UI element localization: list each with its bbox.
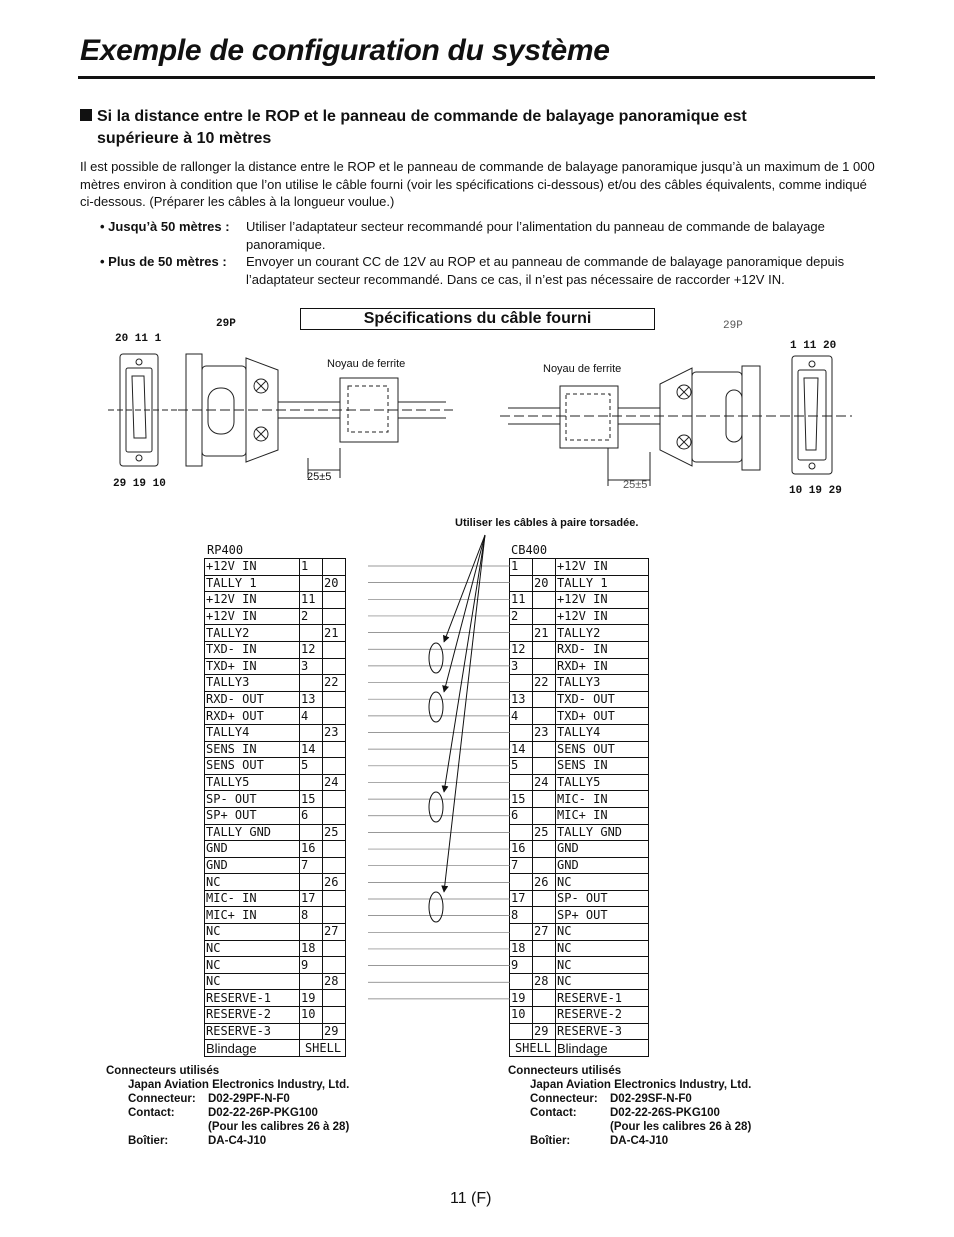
pin-number: 28 [323, 973, 346, 990]
bullet-item [100, 253, 880, 289]
left-dimension: 25±5 [307, 471, 332, 483]
twisted-pair-marker [429, 692, 443, 722]
pin-row [205, 990, 346, 1007]
pin-number [533, 940, 556, 957]
conn-connector-label: Connecteur: [128, 1093, 196, 1105]
conn-heading: Connecteurs utilisés [508, 1065, 622, 1077]
pin-number [300, 1023, 323, 1040]
pin-row [205, 890, 346, 907]
title-rule [78, 76, 875, 79]
signal-name: RXD+ IN [556, 658, 649, 675]
signal-name: +12V IN [205, 592, 300, 609]
signal-name: MIC+ IN [556, 807, 649, 824]
shield-value: SHELL [300, 1040, 346, 1057]
pin-row [510, 774, 649, 791]
page-title: Exemple de configuration du système [80, 34, 610, 67]
pin-row [510, 592, 649, 609]
signal-name: TALLY GND [205, 824, 300, 841]
pin-number: 14 [510, 741, 533, 758]
left-pins-bottom: 29 19 10 [113, 478, 166, 490]
conn-box: DA-C4-J10 [208, 1135, 267, 1147]
section-heading-line2: supérieure à 10 mètres [97, 130, 272, 147]
pin-row [205, 874, 346, 891]
pin-number [323, 708, 346, 725]
pin-number [533, 907, 556, 924]
conn-maker: Japan Aviation Electronics Industry, Ltd. [128, 1079, 350, 1091]
pin-row [205, 907, 346, 924]
ferrite-core [560, 386, 618, 448]
pin-number: 21 [323, 625, 346, 642]
pin-number: 24 [323, 774, 346, 791]
left-ferrite-label: Noyau de ferrite [327, 358, 406, 370]
signal-name: TALLY4 [205, 724, 300, 741]
cable-spec-title: Spécifications du câble fourni [300, 308, 655, 330]
pin-number [533, 658, 556, 675]
pin-row [510, 675, 649, 692]
pin-number [300, 924, 323, 941]
right-table-title: CB400 [511, 543, 548, 557]
pin-number: 18 [300, 940, 323, 957]
pin-number [300, 625, 323, 642]
signal-name: SP- OUT [556, 890, 649, 907]
pin-number: 2 [300, 608, 323, 625]
pin-row [205, 924, 346, 941]
shield-label: Blindage [556, 1040, 649, 1057]
signal-name: NC [556, 924, 649, 941]
signal-name: NC [556, 874, 649, 891]
pin-number [300, 973, 323, 990]
pin-number: 25 [323, 824, 346, 841]
signal-name: MIC+ IN [205, 907, 300, 924]
pin-number: 12 [510, 641, 533, 658]
signal-name: RESERVE-1 [205, 990, 300, 1007]
pin-row [205, 758, 346, 775]
pin-row [205, 774, 346, 791]
pin-row [205, 708, 346, 725]
pin-number [533, 841, 556, 858]
pin-number: 27 [323, 924, 346, 941]
signal-name: +12V IN [556, 608, 649, 625]
pin-number [323, 907, 346, 924]
pin-number: 28 [533, 973, 556, 990]
signal-name: +12V IN [556, 559, 649, 576]
pin-number: 16 [510, 841, 533, 858]
pin-number [323, 592, 346, 609]
pin-number: 11 [300, 592, 323, 609]
pin-number: 19 [300, 990, 323, 1007]
signal-name: MIC- IN [556, 791, 649, 808]
pin-number: 26 [323, 874, 346, 891]
pin-number [533, 708, 556, 725]
conn-box-label: Boîtier: [530, 1135, 571, 1147]
signal-name: TALLY GND [556, 824, 649, 841]
pin-row [510, 758, 649, 775]
pin-row [510, 575, 649, 592]
pin-number: 26 [533, 874, 556, 891]
signal-name: NC [556, 957, 649, 974]
pin-row [510, 890, 649, 907]
pin-number: 3 [510, 658, 533, 675]
signal-name: MIC- IN [205, 890, 300, 907]
pin-row [510, 691, 649, 708]
signal-name: TXD+ OUT [556, 708, 649, 725]
bullet-label: • Plus de 50 mètres : [100, 254, 227, 269]
signal-name: NC [205, 940, 300, 957]
square-bullet-icon [80, 109, 92, 121]
right-dimension: 25±5 [623, 479, 648, 491]
pin-row [510, 957, 649, 974]
pin-row [510, 741, 649, 758]
pin-number [323, 807, 346, 824]
pin-row [205, 940, 346, 957]
pin-number: 10 [510, 1007, 533, 1024]
pin-number [300, 675, 323, 692]
pin-row [510, 924, 649, 941]
pin-row [510, 1023, 649, 1040]
signal-name: NC [205, 874, 300, 891]
pin-row [510, 724, 649, 741]
pin-number: 18 [510, 940, 533, 957]
pin-number: 7 [300, 857, 323, 874]
conn-contact: D02-22-26S-PKG100 [610, 1107, 720, 1119]
pin-row [510, 608, 649, 625]
signal-name: NC [556, 973, 649, 990]
pin-number: 21 [533, 625, 556, 642]
signal-name: GND [205, 857, 300, 874]
pin-number: 4 [300, 708, 323, 725]
pin-number [533, 957, 556, 974]
conn-connector: D02-29PF-N-F0 [208, 1093, 290, 1105]
pin-number: 25 [533, 824, 556, 841]
pin-number: 4 [510, 708, 533, 725]
right-connector-type: 29P [723, 320, 743, 332]
signal-name: SENS OUT [205, 758, 300, 775]
pin-number: 10 [300, 1007, 323, 1024]
pin-row [205, 625, 346, 642]
pin-number [300, 874, 323, 891]
pin-number [533, 791, 556, 808]
conn-connector-label: Connecteur: [530, 1093, 598, 1105]
pin-number: 12 [300, 641, 323, 658]
pin-number: 24 [533, 774, 556, 791]
shield-label: Blindage [205, 1040, 300, 1057]
signal-name: GND [556, 841, 649, 858]
twisted-pair-arrow [444, 535, 485, 792]
right-pins-bottom: 10 19 29 [789, 485, 842, 497]
pin-number [323, 641, 346, 658]
pin-number [300, 724, 323, 741]
section-heading [80, 106, 860, 150]
pin-number: 1 [510, 559, 533, 576]
pin-number [300, 774, 323, 791]
pin-number [323, 691, 346, 708]
pin-number: 29 [323, 1023, 346, 1040]
conn-contact: D02-22-26P-PKG100 [208, 1107, 318, 1119]
pin-number [323, 559, 346, 576]
signal-name: NC [205, 957, 300, 974]
pin-number [300, 824, 323, 841]
conn-box-label: Boîtier: [128, 1135, 169, 1147]
twisted-pair-wiring [360, 530, 520, 1010]
pin-row [510, 1007, 649, 1024]
pin-number: 13 [510, 691, 533, 708]
pin-number [300, 575, 323, 592]
signal-name: RXD- OUT [205, 691, 300, 708]
section-heading-line1: Si la distance entre le ROP et le panneau de commande de balayage panoramique est [97, 108, 747, 125]
pin-number [323, 890, 346, 907]
right-ferrite-label: Noyau de ferrite [543, 363, 622, 375]
signal-name: TXD+ IN [205, 658, 300, 675]
right-connector-specs [508, 1064, 888, 1154]
pin-row [205, 724, 346, 741]
pin-number: 22 [323, 675, 346, 692]
shield-row [205, 1040, 346, 1057]
pin-number: 17 [300, 890, 323, 907]
signal-name: TXD- IN [205, 641, 300, 658]
signal-name: GND [205, 841, 300, 858]
pin-number: 27 [533, 924, 556, 941]
pin-number: 5 [300, 758, 323, 775]
pin-row [205, 592, 346, 609]
pin-row [205, 559, 346, 576]
signal-name: RESERVE-2 [205, 1007, 300, 1024]
pin-row [510, 907, 649, 924]
signal-name: SENS IN [205, 741, 300, 758]
signal-name: RXD- IN [556, 641, 649, 658]
pin-number: 11 [510, 592, 533, 609]
pin-number: 7 [510, 857, 533, 874]
signal-name: RXD+ OUT [205, 708, 300, 725]
pin-row [205, 675, 346, 692]
right-pin-table [509, 558, 649, 1057]
conn-contact-label: Contact: [128, 1107, 175, 1119]
conn-heading: Connecteurs utilisés [106, 1065, 220, 1077]
pin-row [205, 1007, 346, 1024]
signal-name: NC [205, 924, 300, 941]
pin-row [205, 807, 346, 824]
conn-connector: D02-29SF-N-F0 [610, 1093, 692, 1105]
pin-row [205, 641, 346, 658]
pin-row [205, 658, 346, 675]
pin-number: 19 [510, 990, 533, 1007]
pin-number: 9 [300, 957, 323, 974]
signal-name: +12V IN [205, 608, 300, 625]
intro-paragraph: Il est possible de rallonger la distance entre le ROP et le panneau de commande de balayage panoramique jusqu’à un maximum de 1 000 mètres environ à condition que l’on utilise le câble fourni (voir les spécifications ci-dessous) et/ou des câbles équivalents, comme indiqué ci-dessous. (Préparer les câbles à la longueur voulue.) [80, 159, 875, 209]
pin-row [205, 973, 346, 990]
pin-number: 20 [323, 575, 346, 592]
pin-number: 8 [510, 907, 533, 924]
conn-contact-note: (Pour les calibres 26 à 28) [610, 1121, 752, 1133]
signal-name: RESERVE-2 [556, 1007, 649, 1024]
pin-row [205, 608, 346, 625]
pin-row [205, 741, 346, 758]
signal-name: SENS IN [556, 758, 649, 775]
signal-name: TALLY2 [556, 625, 649, 642]
pin-number [533, 890, 556, 907]
left-connector-drawing [108, 318, 458, 498]
conn-contact-note: (Pour les calibres 26 à 28) [208, 1121, 350, 1133]
signal-name: +12V IN [556, 592, 649, 609]
pin-row [205, 1023, 346, 1040]
conn-contact-label: Contact: [530, 1107, 577, 1119]
signal-name: TXD- OUT [556, 691, 649, 708]
signal-name: SP+ OUT [205, 807, 300, 824]
pin-number [533, 691, 556, 708]
twisted-pair-note: Utiliser les câbles à paire torsadée. [455, 517, 639, 529]
pin-row [510, 940, 649, 957]
pin-number [533, 592, 556, 609]
pin-number [533, 857, 556, 874]
pin-number [533, 807, 556, 824]
signal-name: +12V IN [205, 559, 300, 576]
pin-number: 3 [300, 658, 323, 675]
bullet-label: • Jusqu’à 50 mètres : [100, 219, 230, 234]
pin-number: 8 [300, 907, 323, 924]
pin-row [510, 973, 649, 990]
pin-number: 2 [510, 608, 533, 625]
left-connector-type: 29P [216, 318, 236, 330]
right-connector-drawing [500, 336, 860, 496]
pin-row [510, 990, 649, 1007]
pin-row [205, 791, 346, 808]
pin-number: 15 [510, 791, 533, 808]
pin-row [510, 857, 649, 874]
pin-number [323, 658, 346, 675]
pin-row [510, 641, 649, 658]
left-pin-table [204, 558, 346, 1057]
signal-name: RESERVE-3 [556, 1023, 649, 1040]
pin-number: 16 [300, 841, 323, 858]
pin-number [323, 990, 346, 1007]
pin-number [323, 608, 346, 625]
signal-name: RESERVE-1 [556, 990, 649, 1007]
signal-name: GND [556, 857, 649, 874]
pin-row [510, 874, 649, 891]
pin-row [510, 658, 649, 675]
pin-number [533, 741, 556, 758]
pin-number [323, 857, 346, 874]
pin-number [323, 1007, 346, 1024]
pin-number [323, 957, 346, 974]
pin-row [205, 824, 346, 841]
pin-number: 22 [533, 675, 556, 692]
pin-number [323, 841, 346, 858]
pin-row [510, 824, 649, 841]
signal-name: RESERVE-3 [205, 1023, 300, 1040]
pin-row [205, 691, 346, 708]
conn-maker: Japan Aviation Electronics Industry, Ltd. [530, 1079, 752, 1091]
twisted-pair-arrow [444, 535, 485, 692]
pin-number [533, 641, 556, 658]
left-table-title: RP400 [207, 543, 244, 557]
signal-name: TALLY 1 [556, 575, 649, 592]
pin-number: 23 [323, 724, 346, 741]
pin-row [510, 807, 649, 824]
signal-name: TALLY5 [556, 774, 649, 791]
pin-number [533, 559, 556, 576]
left-pins-top: 20 11 1 [115, 333, 162, 345]
bullet-text: Envoyer un courant CC de 12V au ROP et au panneau de commande de balayage panoramique depuis l’adaptateur secteur recommandé. Dans ce cas, il n’est pas nécessaire de raccorder +12V IN. [246, 254, 845, 287]
twisted-pair-marker [429, 792, 443, 822]
pin-number: 15 [300, 791, 323, 808]
pin-number [510, 1023, 533, 1040]
signal-name: TALLY4 [556, 724, 649, 741]
signal-name: TALLY2 [205, 625, 300, 642]
signal-name: TALLY3 [556, 675, 649, 692]
pin-number: 13 [300, 691, 323, 708]
signal-name: NC [205, 973, 300, 990]
pin-row [510, 791, 649, 808]
pin-number [323, 791, 346, 808]
pin-number: 20 [533, 575, 556, 592]
conn-box: DA-C4-J10 [610, 1135, 669, 1147]
pin-number [533, 990, 556, 1007]
signal-name: SP- OUT [205, 791, 300, 808]
signal-name: SP+ OUT [556, 907, 649, 924]
signal-name: TALLY3 [205, 675, 300, 692]
pin-row [510, 708, 649, 725]
pin-number: 23 [533, 724, 556, 741]
pin-number [533, 608, 556, 625]
bullet-text: Utiliser l’adaptateur secteur recommandé pour l’alimentation du panneau de commande de balayage panoramique. [246, 219, 825, 252]
shield-value: SHELL [510, 1040, 556, 1057]
pin-row [205, 841, 346, 858]
pin-number: 6 [510, 807, 533, 824]
pin-row [205, 575, 346, 592]
pin-number [323, 940, 346, 957]
signal-name: TALLY5 [205, 774, 300, 791]
pin-number: 1 [300, 559, 323, 576]
pin-number [533, 758, 556, 775]
right-pins-top: 1 11 20 [790, 340, 837, 352]
bullet-item [100, 218, 880, 254]
pin-number [533, 1007, 556, 1024]
pin-number: 17 [510, 890, 533, 907]
page-number: 11 (F) [450, 1190, 492, 1207]
shield-row [510, 1040, 649, 1057]
pin-number: 14 [300, 741, 323, 758]
twisted-pair-marker [429, 892, 443, 922]
pin-number: 29 [533, 1023, 556, 1040]
pin-row [205, 957, 346, 974]
signal-name: NC [556, 940, 649, 957]
pin-row [510, 559, 649, 576]
pin-number [323, 758, 346, 775]
pin-number [323, 741, 346, 758]
twisted-pair-marker [429, 643, 443, 673]
signal-name: SENS OUT [556, 741, 649, 758]
pin-row [205, 857, 346, 874]
pin-row [510, 841, 649, 858]
pin-number: 5 [510, 758, 533, 775]
pin-number: 9 [510, 957, 533, 974]
pin-number: 6 [300, 807, 323, 824]
signal-name: TALLY 1 [205, 575, 300, 592]
left-connector-specs [106, 1064, 486, 1154]
pin-row [510, 625, 649, 642]
